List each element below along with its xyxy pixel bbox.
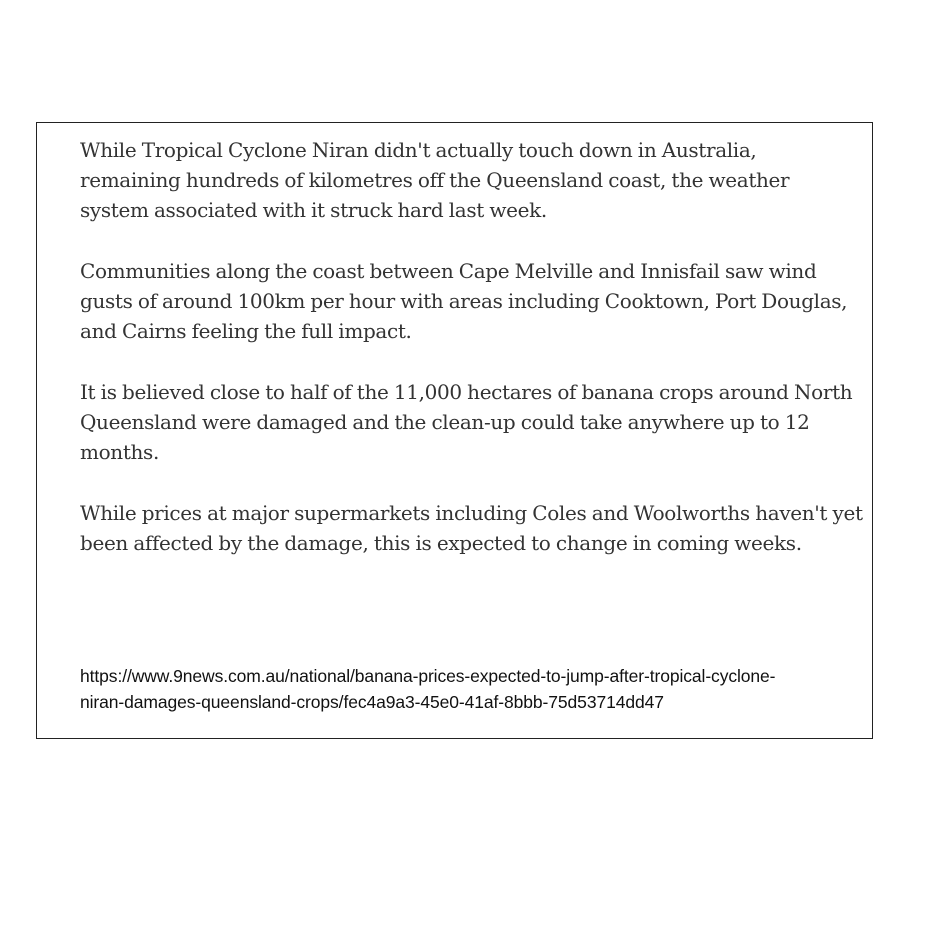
source-url-line-2: niran-damages-queensland-crops/fec4a9a3-45e0-41af-8bbb-75d53714dd47: [80, 692, 664, 712]
paragraph-1: While Tropical Cyclone Niran didn't actually touch down in Australia, remaining hundreds of kilometres off the Queensland coast, the weather system associated with it struck hard last week.: [80, 138, 790, 222]
paragraph-4: While prices at major supermarkets including Coles and Woolworths haven't yet been affected by the damage, this is expected to change in coming weeks.: [80, 501, 863, 555]
paragraph-2: Communities along the coast between Cape Melville and Innisfail saw wind gusts of around 100km per hour with areas including Cooktown, Port Douglas, and Cairns feeling the full impact.: [80, 259, 848, 343]
paragraph-3: It is believed close to half of the 11,000 hectares of banana crops around North Queensland were damaged and the clean-up could take anywhere up to 12 months.: [80, 380, 853, 464]
source-url-line-1: https://www.9news.com.au/national/banana-prices-expected-to-jump-after-tropical-cyclone-: [80, 666, 776, 686]
document-box: [36, 122, 873, 739]
article-body: [80, 135, 863, 589]
source-url: [80, 663, 860, 715]
